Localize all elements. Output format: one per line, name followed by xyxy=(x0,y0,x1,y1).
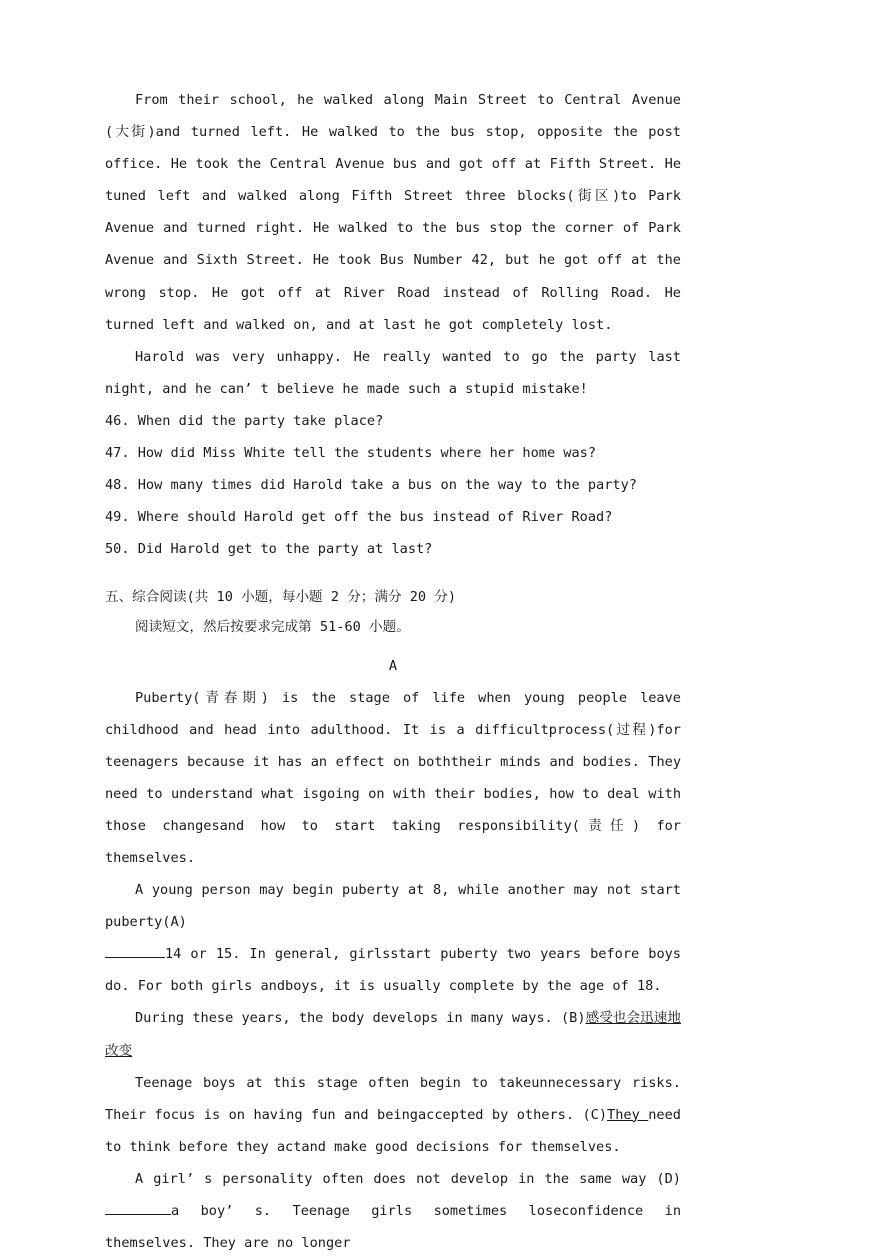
passage-label: A xyxy=(388,657,398,674)
question-50: 50. Did Harold get to the party at last? xyxy=(105,541,433,558)
paragraph-body-develops xyxy=(105,1002,681,1066)
blank-A[interactable] xyxy=(105,943,165,958)
text-segment: need to think before they actand make good decisions for themselves. xyxy=(105,1106,681,1155)
text-segment: a boy’ s. Teenage girls sometimes loseconfidence in themselves. They are no longer xyxy=(105,1203,681,1252)
section-heading: 五、综合阅读(共 10 小题，每小题 2 分；满分 20 分) xyxy=(105,589,457,606)
underlined-B: 感受也会迅速地改变 xyxy=(105,1010,681,1059)
text-segment: 14 or 15. In general, girlsstart puberty two years before boys do. For both girls andboys, it is usually complete by the age of 18. xyxy=(105,946,681,995)
paragraph-teenage-boys xyxy=(105,1067,681,1163)
paragraph-puberty-age xyxy=(105,874,681,1002)
question-49: 49. Where should Harold get off the bus instead of River Road? xyxy=(105,509,613,526)
paragraph-puberty-intro: Puberty(青春期) is the stage of life when young people leave childhood and head into adulthood. It is a difficultprocess(过程)for teenagers because it has an effect on boththeir minds and bodies. They need to understand what isgoing on with their bodies, how to deal with those changesand how to start taking responsibility(责任) for themselves. xyxy=(105,689,681,866)
question-46: 46. When did the party take place? xyxy=(105,412,384,429)
blank-D[interactable] xyxy=(105,1200,171,1215)
text-segment: Teenage boys at this stage often begin to takeunnecessary risks. Their focus is on having fun and beingaccepted by others. (C) xyxy=(105,1074,681,1123)
question-47: 47. How did Miss White tell the students where her home was? xyxy=(105,445,597,462)
paragraph-harold-unhappy: Harold was very unhappy. He really wanted to go the party last night, and he can’ t believe he made such a stupid mistake! xyxy=(105,348,681,397)
text-segment: A girl’ s personality often does not develop in the same way (D) xyxy=(135,1170,681,1187)
question-list xyxy=(105,405,681,565)
text-segment: During these years, the body develops in many ways. (B) xyxy=(135,1010,586,1027)
section-instruction: 阅读短文，然后按要求完成第 51-60 小题。 xyxy=(135,619,410,636)
document-page xyxy=(105,84,681,1259)
paragraph-teenage-girls xyxy=(105,1163,681,1259)
text-segment: A young person may begin puberty at 8, while another may not start puberty(A) xyxy=(105,882,681,931)
underlined-C: They xyxy=(607,1106,649,1123)
paragraph-directions: From their school, he walked along Main Street to Central Avenue (大街)and turned left. He walked to the bus stop, opposite the post office. He took the Central Avenue bus and got off at Fifth Street. He tuned left and walked along Fifth Street three blocks(街区)to Park Avenue and turned right. He walked to the bus stop the corner of Park Avenue and Sixth Street. He took Bus Number 42, but he got off at the wrong stop. He got off at River Road instead of Rolling Road. He turned left and walked on, and at last he got completely lost. xyxy=(105,92,681,333)
question-48: 48. How many times did Harold take a bus on the way to the party? xyxy=(105,477,637,494)
